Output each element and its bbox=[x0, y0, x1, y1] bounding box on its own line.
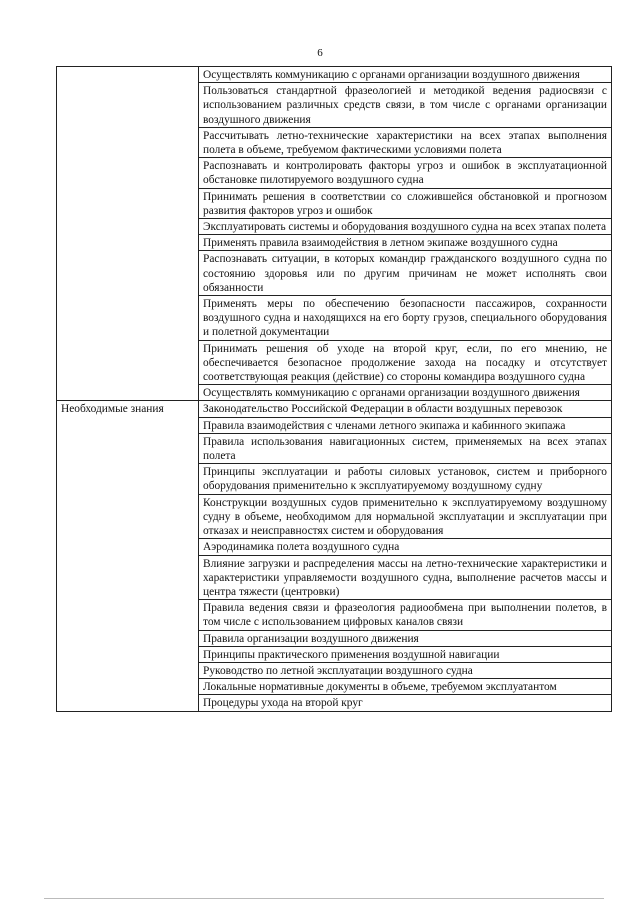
competency-table bbox=[56, 66, 612, 712]
competency-table-body bbox=[57, 67, 612, 712]
requirement-item: Применять правила взаимодействия в летном экипаже воздушного судна bbox=[199, 235, 612, 251]
requirement-item: Пользоваться стандартной фразеологией и методикой ведения радиосвязи с использованием различных средств связи, в том числе с органами организации воздушного движения bbox=[199, 83, 612, 128]
requirement-item: Правила организации воздушного движения bbox=[199, 630, 612, 646]
section-label: Необходимые знания bbox=[57, 401, 199, 711]
requirement-item: Руководство по летной эксплуатации воздушного судна bbox=[199, 662, 612, 678]
requirement-item: Конструкции воздушных судов применительно к эксплуатируемому воздушному судну в объеме, необходимом для нормальной эксплуатации и эксплуатации при отказах и неисправностях систем и оборудования bbox=[199, 494, 612, 539]
requirement-item: Локальные нормативные документы в объеме, требуемом эксплуатантом bbox=[199, 679, 612, 695]
requirement-item: Распознавать и контролировать факторы угроз и ошибок в эксплуатационной обстановке пилотируемого воздушного судна bbox=[199, 158, 612, 188]
requirement-item: Принимать решения об уходе на второй круг, если, по его мнению, не обеспечивается безопасное продолжение захода на посадку и отсутствует соответствующая реакция (действие) со стороны командира воздушного судна bbox=[199, 340, 612, 385]
table-row bbox=[57, 401, 612, 417]
requirement-item: Осуществлять коммуникацию с органами организации воздушного движения bbox=[199, 385, 612, 401]
table-row bbox=[57, 67, 612, 83]
requirement-item: Эксплуатировать системы и оборудования воздушного судна на всех этапах полета bbox=[199, 219, 612, 235]
requirement-item: Правила использования навигационных систем, применяемых на всех этапах полета bbox=[199, 433, 612, 463]
requirement-item: Правила взаимодействия с членами летного экипажа и кабинного экипажа bbox=[199, 417, 612, 433]
requirement-item: Процедуры ухода на второй круг bbox=[199, 695, 612, 711]
section-label bbox=[57, 67, 199, 401]
requirement-item: Применять меры по обеспечению безопасности пассажиров, сохранности воздушного судна и находящихся на его борту грузов, специального оборудования и полетной документации bbox=[199, 296, 612, 341]
page-number: 6 bbox=[317, 47, 323, 59]
requirement-item: Влияние загрузки и распределения массы на летно-технические характеристики и характеристики управляемости воздушного судна, выполнение расчетов массы и центра тяжести (центровки) bbox=[199, 555, 612, 600]
requirement-item: Правила ведения связи и фразеология радиообмена при выполнении полетов, в том числе с использованием цифровых каналов связи bbox=[199, 600, 612, 630]
requirement-item: Аэродинамика полета воздушного судна bbox=[199, 539, 612, 555]
scan-edge-line bbox=[44, 898, 604, 899]
requirement-item: Законодательство Российской Федерации в области воздушных перевозок bbox=[199, 401, 612, 417]
requirement-item: Осуществлять коммуникацию с органами организации воздушного движения bbox=[199, 67, 612, 83]
requirement-item: Распознавать ситуации, в которых командир гражданского воздушного судна по состоянию здоровья или по другим причинам не может исполнять свои обязанности bbox=[199, 251, 612, 296]
requirement-item: Принимать решения в соответствии со сложившейся обстановкой и прогнозом развития факторов угроз и ошибок bbox=[199, 188, 612, 218]
requirement-item: Принципы эксплуатации и работы силовых установок, систем и приборного оборудования применительно к эксплуатируемому воздушному судну bbox=[199, 464, 612, 494]
requirement-item: Рассчитывать летно-технические характеристики на всех этапах выполнения полета в объеме, требуемом фактическими условиями полета bbox=[199, 127, 612, 157]
requirement-item: Принципы практического применения воздушной навигации bbox=[199, 646, 612, 662]
